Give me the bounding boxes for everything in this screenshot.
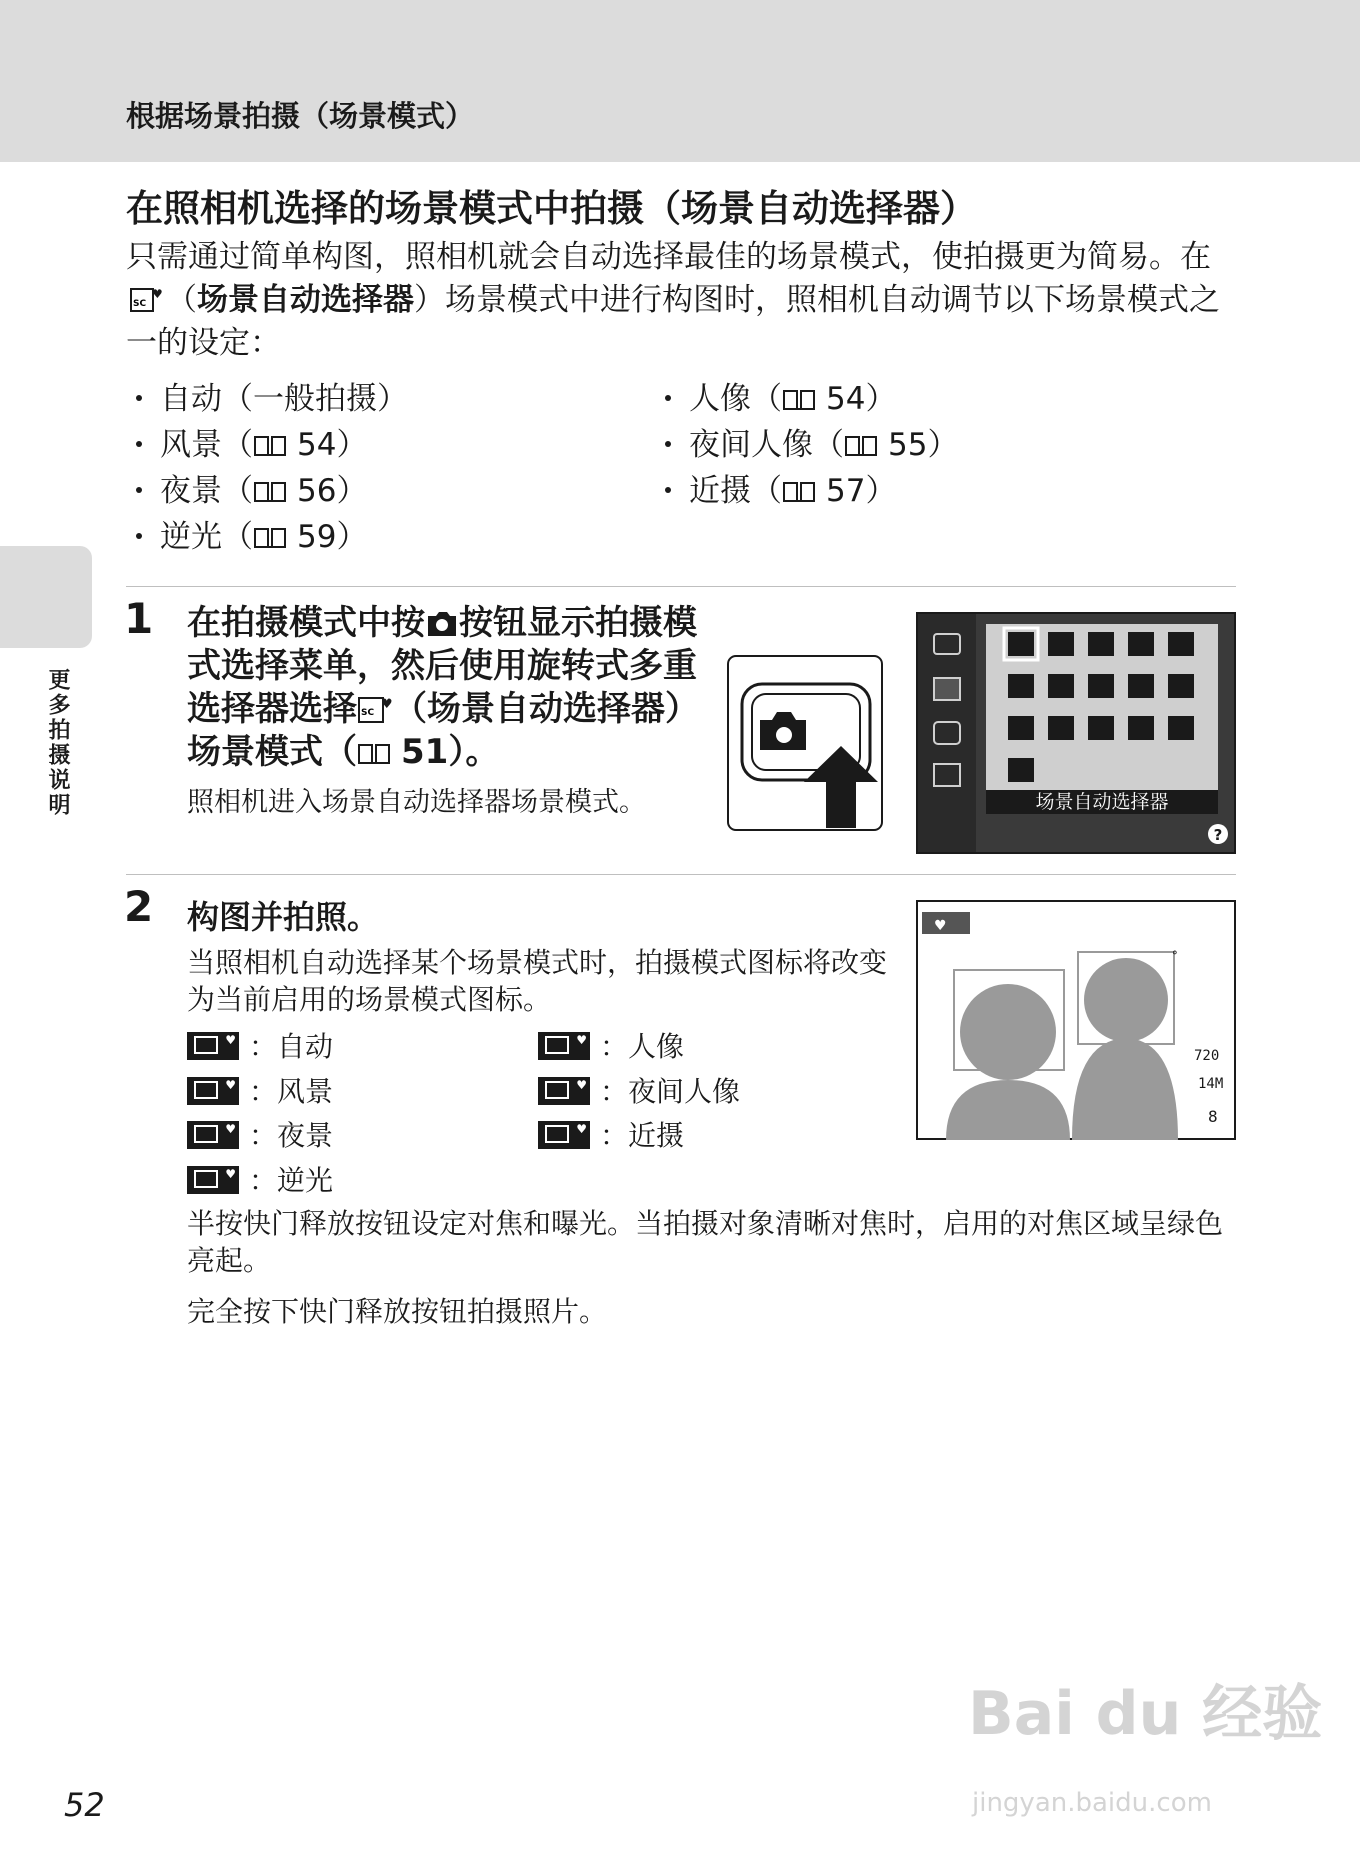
legend-label: ：人像 [600,1030,685,1063]
divider [126,874,1236,875]
legend-item [187,1159,333,1199]
svg-text:SC: SC [133,299,147,309]
bullet-label: 人像（ [689,381,782,417]
bullet-page-ref: 59） [297,519,368,555]
watermark-url: jingyan.baidu.com [972,1788,1212,1818]
bullet-item [655,422,958,468]
legend-label: ：近摄 [600,1119,685,1152]
bullet-dot [136,395,142,401]
step-number: 1 [124,594,154,643]
book-reference-icon [782,480,816,504]
side-tab [0,546,92,648]
legend-item [538,1070,740,1110]
bullet-page-ref: 54） [297,427,368,463]
bullet-label: 夜景（ [160,473,253,509]
camera-button-diagram [726,654,884,832]
svg-text:♥: ♥ [381,697,393,712]
bullet-item [126,468,408,514]
bullet-label: 逆光（ [160,519,253,555]
step1-note: 照相机进入场景自动选择器场景模式。 [187,787,646,818]
running-header: 根据场景拍摄（场景模式） [126,99,475,133]
step2-title: 构图并拍照。 [187,898,380,936]
bullet-dot [665,441,671,447]
bullet-item [126,422,408,468]
section-title: 在照相机选择的场景模式中拍摄（场景自动选择器） [126,187,977,230]
legend-item [538,1025,684,1065]
bullet-dot [665,487,671,493]
scene-auto-selector-icon [130,286,162,314]
book-reference-icon [844,434,878,458]
header-band [0,0,1360,162]
night-portrait-icon [538,1077,590,1105]
book-reference-icon [782,388,816,412]
bullet-page-ref: 54） [826,381,897,417]
book-reference-icon [253,434,287,458]
scene-auto-icon [187,1032,239,1060]
bullet-label: 风景（ [160,427,253,463]
closeup-icon [538,1121,590,1149]
help-icon: ? [1213,826,1223,844]
divider [126,586,1236,587]
legend-item [187,1114,333,1154]
book-reference-icon [253,480,287,504]
side-tab-label: 更多拍摄说明 [45,668,70,818]
bullet-item [655,468,958,514]
svg-text:SC: SC [361,708,375,718]
bullet-item [126,376,408,422]
shooting-mode-button-icon [425,608,459,638]
watermark-logo: Bai du 经验 [968,1679,1323,1749]
scene-auto-selector-icon [357,694,393,724]
bullet-item [655,376,958,422]
step2-description: 当照相机自动选择某个场景模式时，拍摄模式图标将改变为当前启用的场景模式图标。 [187,946,888,1016]
portrait-icon [538,1032,590,1060]
legend-label: ：夜景 [249,1119,334,1152]
bullet-dot [136,487,142,493]
step2-note-half-press: 半按快门释放按钮设定对焦和曝光。当拍摄对象清晰对焦时，启用的对焦区域呈绿色亮起。 [187,1207,1224,1277]
bullet-item [126,514,408,560]
legend-item [187,1025,333,1065]
legend-item [538,1114,684,1154]
backlight-icon [187,1166,239,1194]
legend-label: ：逆光 [249,1164,334,1197]
night-landscape-icon [187,1121,239,1149]
bullet-page-ref: 56） [297,473,368,509]
page-number: 52 [64,1786,105,1824]
resolution-label: 14M [1198,1076,1224,1092]
vr-icon: ᐤ [1172,948,1178,964]
scene-menu-screen [916,612,1236,854]
bullet-dot [136,441,142,447]
step2-note-full-press: 完全按下快门释放按钮拍摄照片。 [187,1295,608,1328]
intro-paragraph: 只需通过简单构图，照相机就会自动选择最佳的场景模式，使拍摄更为简易。在 SC ♥ （场景自动选择器）场景模式中进行构图时，照相机自动调节以下场景模式之一的设定： [126,239,1220,361]
bullet-list-left [126,376,408,560]
menu-caption: 场景自动选择器 [1035,791,1169,813]
bullet-dot [665,395,671,401]
legend-item [187,1070,333,1110]
lcd-preview [916,900,1236,1140]
shots-remaining: 8 [1208,1107,1218,1126]
legend-label: ：风景 [249,1075,334,1108]
bullet-page-ref: 55） [888,427,959,463]
legend-label: ：夜间人像 [600,1075,741,1108]
step1-instruction: 在拍摄模式中按 按钮显示拍摄模式选择菜单，然后使用旋转式多重选择器选择 SC ♥ （场景自动选择器）场景模式（ 51）。 [187,603,699,772]
bullet-label: 近摄（ [689,473,782,509]
book-reference-icon [253,526,287,550]
svg-text:♥: ♥ [934,918,947,934]
landscape-icon [187,1077,239,1105]
bullet-dot [136,533,142,539]
bullet-list-right [655,376,958,514]
step-number: 2 [124,882,154,931]
bullet-label: 自动（一般拍摄） [160,381,408,417]
legend-label: ：自动 [249,1030,334,1063]
bullet-page-ref: 57） [826,473,897,509]
svg-text:♥: ♥ [152,287,162,301]
book-reference-icon [357,742,391,766]
image-size-label: 720 [1194,1048,1220,1064]
bullet-label: 夜间人像（ [689,427,844,463]
